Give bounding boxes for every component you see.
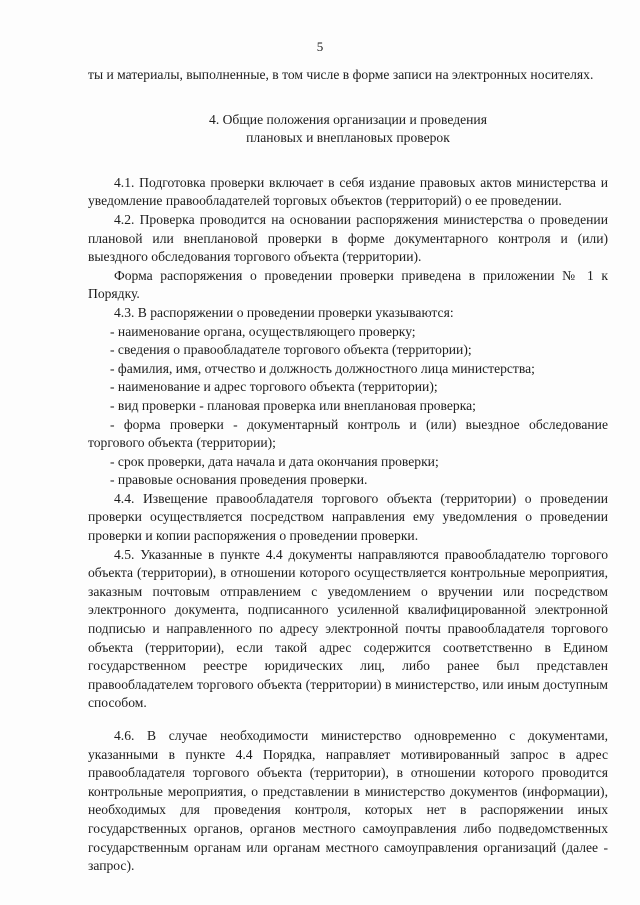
section-title-line-2: плановых и внеплановых проверок [246,130,450,146]
paragraph-4-2: 4.2. Проверка проводится на основании распоряжения министерства о проведении плановой или внеплановой проверки в форме документарного контроля и (или) выездного обследования торгового объекта (территории). [88,211,608,265]
page-number: 5 [316,39,324,54]
paragraph-4-1: 4.1. Подготовка проверки включает в себя издание правовых актов министерства и уведомление правообладателей торговых объектов (территорий) о ее проведении. [88,174,608,209]
list-item: - вид проверки - плановая проверка или внеплановая проверка; [110,397,476,413]
paragraph-4-5: 4.5. Указанные в пункте 4.4 документы направляются правообладателю торгового объекта (территории), в отношении которого осуществляется контрольные мероприятия, заказным почтовым отправлением с уведомлением о вручении или посредством электронного документа, подписанного усиленной квалифицированной электронной подписью и направленного по адресу электронной почты правообладателя торгового объекта (территории), если такой адрес содержится соответственно в Едином государственном реестре юридических лиц, либо ранее был представлен правообладателем торгового объекта (территории) в министерство, или иным доступным способом. [88,546,608,711]
list-item: - срок проверки, дата начала и дата окончания проверки; [110,453,439,469]
section-title [88,111,608,148]
list-item: - правовые основания проведения проверки. [110,472,368,488]
paragraph-4-3: 4.3. В распоряжении о проведении проверки указываются: [114,304,454,320]
document-body [88,66,608,876]
section-title-line-1: 4. Общие положения организации и проведения [209,111,487,127]
paragraph-4-4: 4.4. Извещение правообладателя торгового объекта (территории) о проведении проверки осуществляется посредством направления ему уведомления о проведении проверки и копии распоряжения о проведении проверки. [88,490,608,544]
list-item: - сведения о правообладателе торгового объекта (территории); [110,342,472,358]
list-item: - фамилия, имя, отчество и должность должностного лица министерства; [110,360,535,376]
list-item: - форма проверки - документарный контроль и (или) выездное обследование торгового объекта (территории); [88,416,608,451]
paragraph-4-6: 4.6. В случае необходимости министерство одновременно с документами, указанными в пункте 4.4 Порядка, направляет мотивированный запрос в адрес правообладателя торгового объекта (территории), в отношении которого проводится контрольные мероприятия, о представлении в министерство документов (информации), необходимых для проведения контроля, которых нет в распоряжении иных государственных органов, органов местного самоуправления либо подведомственных государственным органам или органам местного самоуправления организаций (далее - запрос). [88,728,608,874]
list-item: - наименование органа, осуществляющего проверку; [110,323,416,339]
list-item: - наименование и адрес торгового объекта (территории); [110,379,438,395]
intro-paragraph: ты и материалы, выполненные, в том числе в форме записи на электронных носителях. [88,67,594,82]
paragraph-4-2-form: Форма распоряжения о проведении проверки приведена в приложении № 1 к Порядку. [88,267,608,302]
